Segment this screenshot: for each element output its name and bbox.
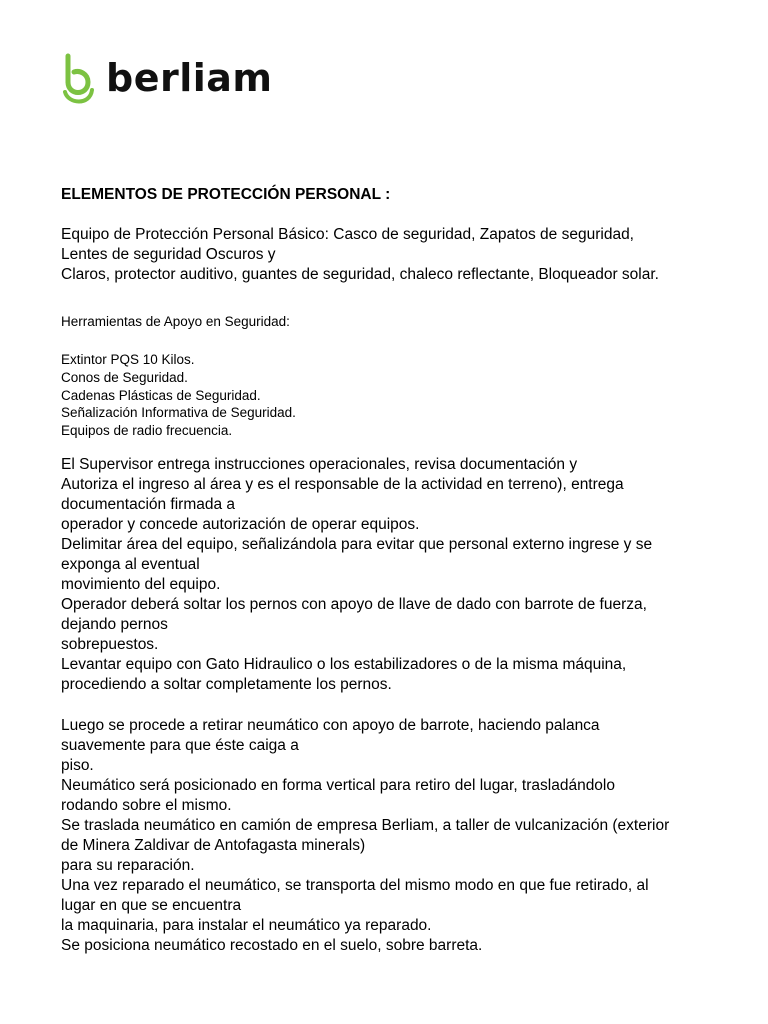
text-line: movimiento del equipo. <box>61 575 221 593</box>
list-item: Conos de Seguridad. <box>61 369 188 385</box>
text-line: Claros, protector auditivo, guantes de seguridad, chaleco reflectante, Bloqueador solar. <box>61 266 659 283</box>
text-line: documentación firmada a <box>61 495 236 513</box>
text-line: lugar en que se encuentra <box>61 896 242 914</box>
list-item: Equipos de radio frecuencia. <box>61 423 233 439</box>
text-line: dejando pernos <box>61 615 168 633</box>
berliam-logo-mark-icon <box>62 52 96 108</box>
list-item: Cadenas Plásticas de Seguridad. <box>61 387 261 403</box>
text-line: Delimitar área del equipo, señalizándola para evitar que personal externo ingrese y se <box>61 535 653 553</box>
text-line: Lentes de seguridad Oscuros y <box>61 246 276 263</box>
text-line: sobrepuestos. <box>61 635 159 653</box>
text-line: exponga al eventual <box>61 555 200 573</box>
text-line: operador y concede autorización de operar equipos. <box>61 515 420 533</box>
text-line: El Supervisor entrega instrucciones operacionales, revisa documentación y <box>61 455 578 473</box>
text-line: de Minera Zaldivar de Antofagasta minerals) <box>61 836 366 854</box>
text-line: Autoriza el ingreso al área y es el responsable de la actividad en terreno), entrega <box>61 475 624 493</box>
list-item: Señalización Informativa de Seguridad. <box>61 405 296 421</box>
document-body <box>61 185 741 956</box>
tools-title: Herramientas de Apoyo en Seguridad: <box>61 314 290 329</box>
list-item: Extintor PQS 10 Kilos. <box>61 352 195 367</box>
text-line: Operador deberá soltar los pernos con apoyo de llave de dado con barrote de fuerza, <box>61 595 647 613</box>
text-line: Se posiciona neumático recostado en el suelo, sobre barreta. <box>61 936 483 954</box>
logo-wordmark: berliam <box>106 56 273 100</box>
text-line: Levantar equipo con Gato Hidraulico o los estabilizadores o de la misma máquina, <box>61 655 627 673</box>
tools-list <box>61 351 741 440</box>
procedure-paragraph-1 <box>61 455 741 695</box>
text-line: suavemente para que éste caiga a <box>61 736 299 754</box>
procedure-paragraph-2 <box>61 716 741 956</box>
text-line: piso. <box>61 756 94 774</box>
text-line: rodando sobre el mismo. <box>61 796 232 814</box>
text-line: Equipo de Protección Personal Básico: Casco de seguridad, Zapatos de seguridad, <box>61 226 634 243</box>
text-line: Luego se procede a retirar neumático con apoyo de barrote, haciendo palanca <box>61 716 600 734</box>
text-line: Se traslada neumático en camión de empresa Berliam, a taller de vulcanización (exterior <box>61 816 670 834</box>
berliam-logo <box>62 52 273 108</box>
text-line: la maquinaria, para instalar el neumático ya reparado. <box>61 916 432 934</box>
text-line: procediendo a soltar completamente los pernos. <box>61 675 392 693</box>
text-line: para su reparación. <box>61 856 195 874</box>
epp-basic-paragraph <box>61 225 741 285</box>
text-line: Una vez reparado el neumático, se transporta del mismo modo en que fue retirado, al <box>61 876 649 894</box>
text-line: Neumático será posicionado en forma vertical para retiro del lugar, trasladándolo <box>61 776 615 794</box>
section-heading: ELEMENTOS DE PROTECCIÓN PERSONAL : <box>61 186 391 203</box>
